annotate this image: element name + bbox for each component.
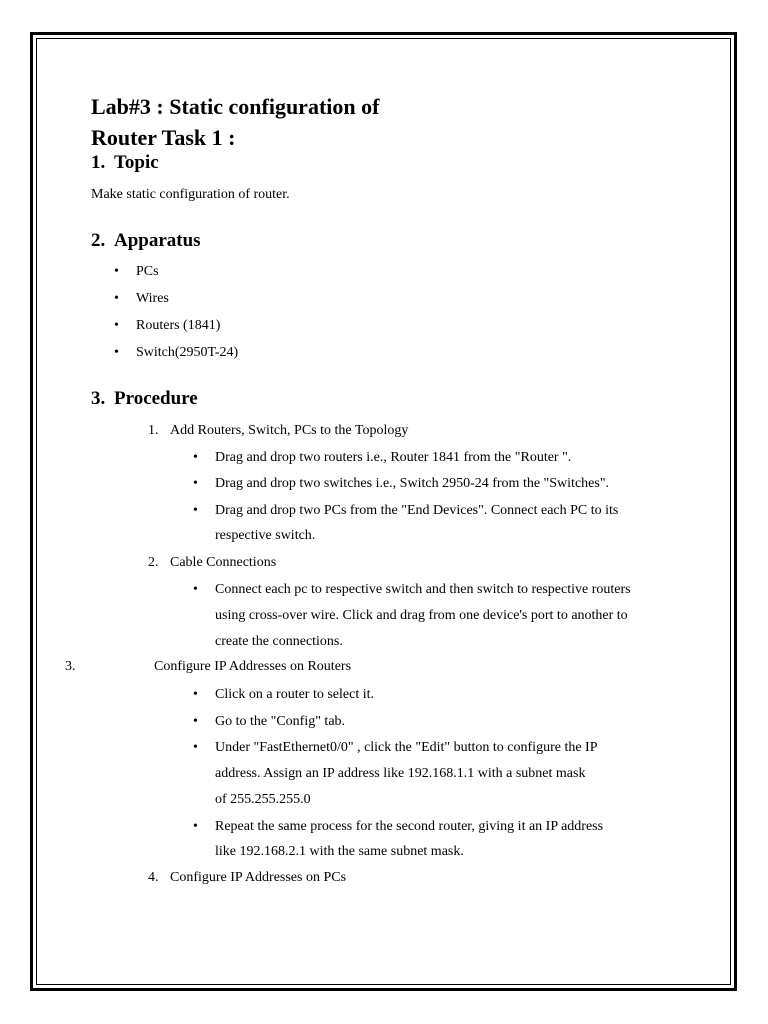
bullet-icon: • (193, 503, 198, 518)
step-title: Cable Connections (170, 555, 277, 570)
list-item-text: Routers (1841) (136, 318, 221, 333)
bullet-icon: • (114, 264, 119, 279)
list-item-text: Wires (136, 291, 169, 306)
step-number: 1. (148, 423, 159, 438)
bullet-icon: • (193, 740, 198, 755)
list-item-text: Drag and drop two switches i.e., Switch 2950-24 from the "Switches". (215, 476, 610, 491)
bullet-icon: • (193, 819, 198, 834)
step-number: 2. (148, 555, 159, 570)
list-item-text-continued: of 255.255.255.0 (215, 792, 311, 807)
bullet-icon: • (193, 714, 198, 729)
step-number: 4. (148, 870, 159, 885)
list-item-text: Drag and drop two PCs from the "End Devices". Connect each PC to its (215, 503, 619, 518)
list-item-text: Repeat the same process for the second router, giving it an IP address (215, 819, 604, 834)
list-item-text: Drag and drop two routers i.e., Router 1841 from the "Router ". (215, 450, 572, 465)
step-title: Configure IP Addresses on PCs (170, 870, 347, 885)
step-title: Add Routers, Switch, PCs to the Topology (170, 423, 409, 438)
bullet-icon: • (114, 291, 119, 306)
bullet-icon: • (114, 345, 119, 360)
document-title-line2: Router Task 1 : (91, 125, 236, 150)
topic-text: Make static configuration of router. (91, 187, 290, 202)
list-item-text: PCs (136, 264, 159, 279)
bullet-icon: • (193, 450, 198, 465)
section-number: 1. (91, 152, 106, 173)
bullet-icon: • (193, 582, 198, 597)
section-heading-topic (91, 151, 159, 175)
section-title: Apparatus (114, 230, 201, 251)
step-number: 3. (65, 659, 76, 674)
bullet-icon: • (114, 318, 119, 333)
bullet-icon: • (193, 687, 198, 702)
list-item-text-continued: using cross-over wire. Click and drag from one device's port to another to (215, 608, 628, 623)
list-item-text: Go to the "Config" tab. (215, 714, 346, 729)
section-title: Procedure (114, 388, 198, 409)
list-item-text-continued: like 192.168.2.1 with the same subnet mask. (215, 844, 464, 859)
section-number: 3. (91, 388, 106, 409)
section-heading-apparatus (91, 229, 201, 253)
list-item-text: Switch(2950T-24) (136, 345, 239, 360)
list-item-text: Connect each pc to respective switch and then switch to respective routers (215, 582, 631, 597)
document-title-line1: Lab#3 : Static configuration of (91, 94, 380, 119)
list-item-text: Click on a router to select it. (215, 687, 375, 702)
list-item-text-continued: respective switch. (215, 528, 316, 543)
section-number: 2. (91, 230, 106, 251)
list-item-text-continued: create the connections. (215, 634, 343, 649)
step-title: Configure IP Addresses on Routers (154, 659, 352, 674)
bullet-icon: • (193, 476, 198, 491)
list-item-text-continued: address. Assign an IP address like 192.168.1.1 with a subnet mask (215, 766, 586, 781)
section-title: Topic (114, 152, 159, 173)
section-heading-procedure (91, 387, 198, 411)
list-item-text: Under "FastEthernet0/0" , click the "Edit" button to configure the IP (215, 740, 598, 755)
